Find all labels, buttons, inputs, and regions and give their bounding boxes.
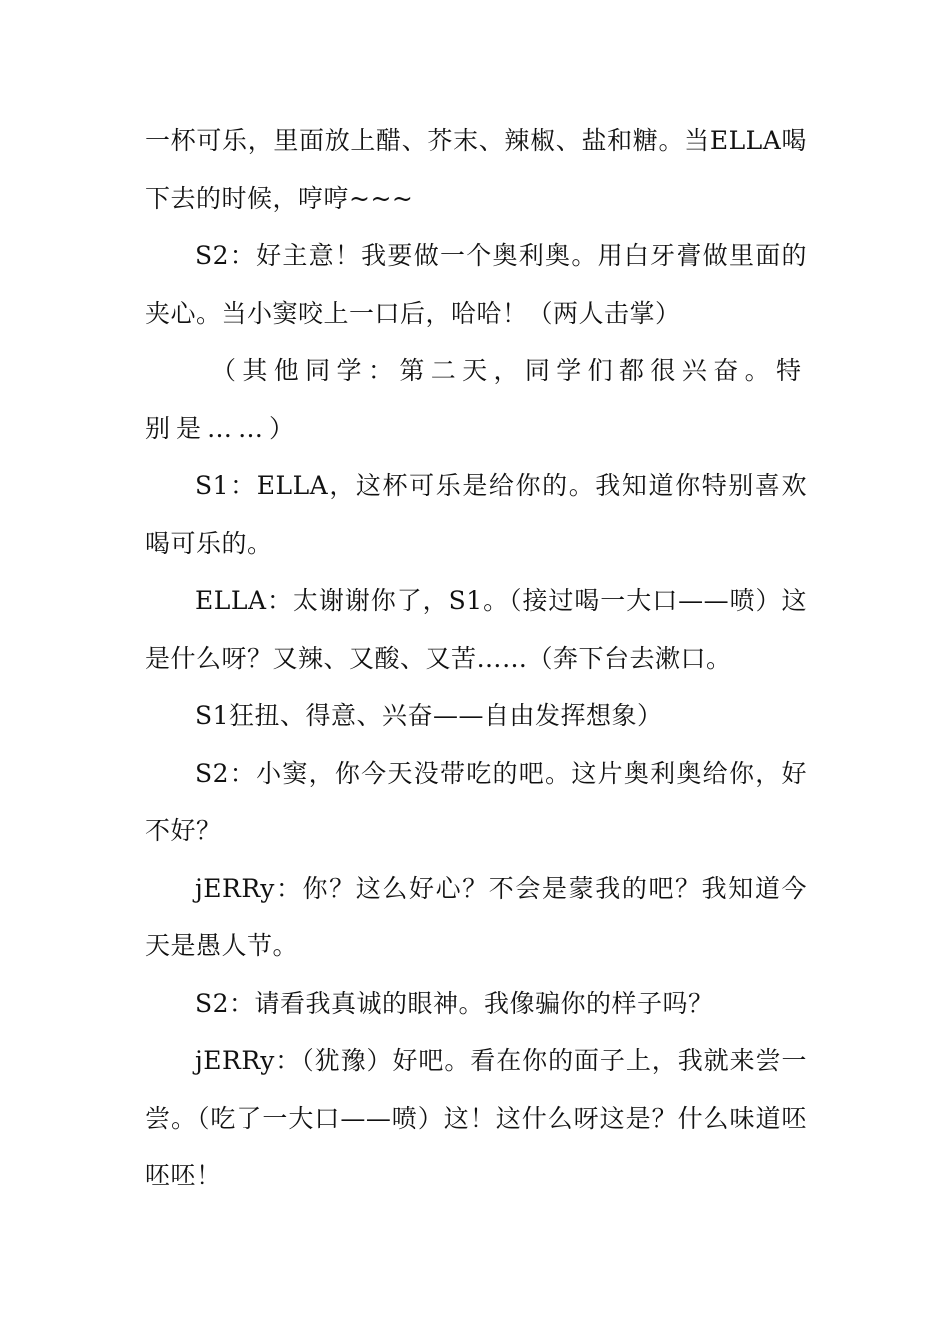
document-body: [145, 112, 807, 1205]
paragraph-s2-idea: S2：好主意！我要做一个奥利奥。用白牙膏做里面的夹心。当小窦咬上一口后，哈哈！（两人击掌）: [145, 241, 807, 328]
paragraph-s1-cola: S1：ELLA，这杯可乐是给你的。我知道你特别喜欢喝可乐的。: [145, 471, 807, 558]
paragraph-ella-reaction: ELLA：太谢谢你了，S1。（接过喝一大口——喷）这是什么呀？又辣、又酸、又苦……（奔下台去漱口。: [145, 586, 807, 673]
paragraph-jerry-doubt: jERRy：你？这么好心？不会是蒙我的吧？我知道今天是愚人节。: [145, 873, 807, 960]
paragraph-continuation: 一杯可乐，里面放上醋、芥末、辣椒、盐和糖。当ELLA喝下去的时候，哼哼~~~: [145, 126, 807, 213]
paragraph-s1-dance: S1狂扭、得意、兴奋——自由发挥想象）: [195, 701, 663, 730]
paragraph-s2-oreo: S2：小窦，你今天没带吃的吧。这片奥利奥给你，好不好？: [145, 758, 807, 845]
paragraph-stage-direction: （其他同学：第二天，同学们都很兴奋。特别是……）: [145, 356, 807, 443]
paragraph-s2-sincere: S2：请看我真诚的眼神。我像骗你的样子吗？: [195, 988, 714, 1018]
paragraph-jerry-taste: jERRy：（犹豫）好吧。看在你的面子上，我就来尝一尝。（吃了一大口——喷）这！这什么呀这是？什么味道呸呸呸！: [145, 1046, 807, 1190]
